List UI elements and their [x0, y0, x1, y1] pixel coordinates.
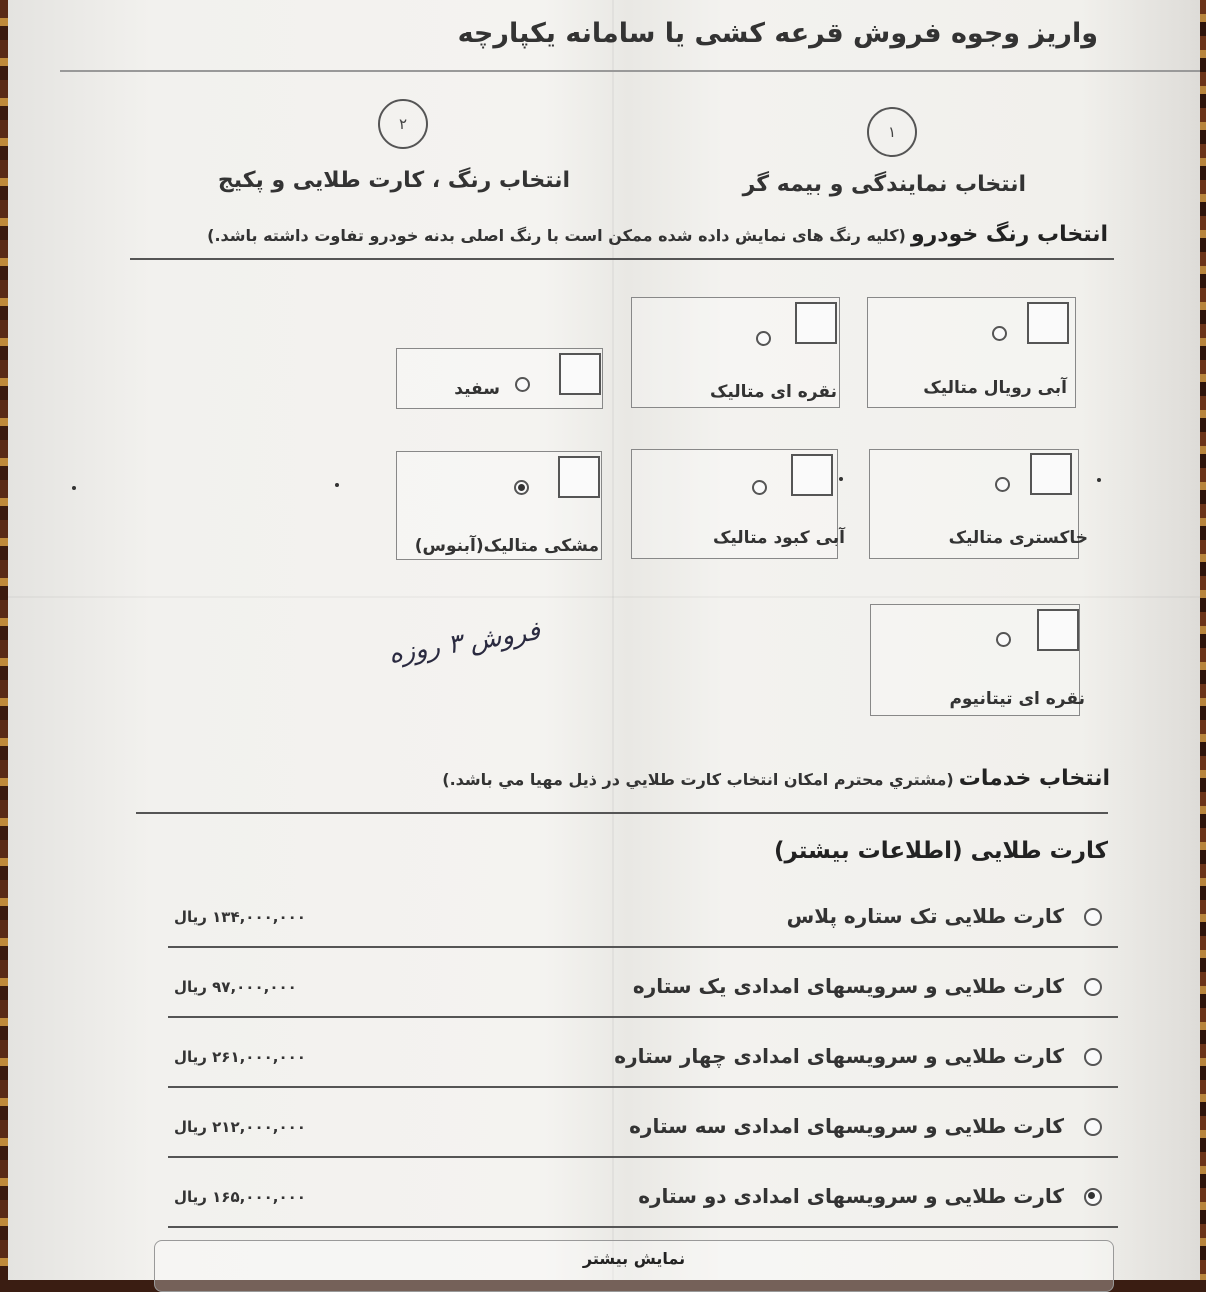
service-radio-selected[interactable]	[1084, 1188, 1102, 1206]
service-option[interactable]	[168, 1036, 1118, 1096]
service-label: کارت طلایی و سرویسهای امدادی سه ستاره	[629, 1114, 1064, 1138]
service-radio[interactable]	[1084, 908, 1102, 926]
service-label: کارت طلایی تک ستاره پلاس	[786, 904, 1064, 928]
step-1-circle: ۱	[867, 107, 917, 157]
row-divider	[168, 946, 1118, 948]
service-option-selected[interactable]	[168, 1176, 1118, 1236]
color-section-divider	[130, 258, 1114, 260]
handwritten-note: فروش ۳ روزه	[386, 616, 543, 670]
color-label: خاکستری متالیک	[948, 528, 1088, 548]
color-section-note: (کلیه رنگ های نمایش داده شده ممکن است با رنگ اصلی بدنه خودرو تفاوت داشته باشد.)	[207, 226, 906, 245]
color-radio[interactable]	[752, 480, 767, 495]
page-title: واریز وجوه فروش قرعه کشی یا سامانه یکپارچه	[457, 18, 1098, 49]
color-swatch	[1027, 302, 1069, 344]
print-speck	[72, 486, 76, 490]
service-option[interactable]	[168, 896, 1118, 956]
color-label: مشکی متالیک(آبنوس)	[414, 536, 599, 556]
color-radio[interactable]	[995, 477, 1010, 492]
color-option-royal-blue[interactable]	[867, 297, 1076, 408]
step-2-label: انتخاب رنگ ، کارت طلایی و پکیج	[217, 168, 570, 193]
services-section-divider	[136, 812, 1108, 814]
row-divider	[168, 1016, 1118, 1018]
color-swatch	[1037, 609, 1079, 651]
service-radio[interactable]	[1084, 1048, 1102, 1066]
color-swatch	[559, 353, 601, 395]
service-price: ۲۱۲,۰۰۰,۰۰۰ ریال	[174, 1118, 306, 1136]
color-option-gray[interactable]	[869, 449, 1088, 559]
step-1-label: انتخاب نمایندگی و بیمه گر	[742, 172, 1026, 197]
color-option-titanium[interactable]	[870, 604, 1085, 716]
print-speck	[335, 483, 339, 487]
row-divider	[168, 1226, 1118, 1228]
service-label: کارت طلایی و سرویسهای امدادی چهار ستاره	[614, 1044, 1064, 1068]
service-radio[interactable]	[1084, 978, 1102, 996]
services-section-title: انتخاب خدمات	[958, 766, 1110, 791]
color-label: نقره ای تیتانیوم	[949, 689, 1085, 709]
color-label: آبی رویال متالیک	[923, 378, 1067, 398]
service-price: ۱۶۵,۰۰۰,۰۰۰ ریال	[174, 1188, 306, 1206]
color-swatch	[558, 456, 600, 498]
color-radio[interactable]	[756, 331, 771, 346]
print-speck	[1097, 478, 1101, 482]
show-more-button[interactable]	[154, 1240, 1114, 1292]
color-option-dark-blue[interactable]	[631, 449, 845, 559]
color-swatch	[791, 454, 833, 496]
service-price: ۱۳۴,۰۰۰,۰۰۰ ریال	[174, 908, 306, 926]
services-section-header	[442, 766, 1110, 791]
color-radio[interactable]	[992, 326, 1007, 341]
row-divider	[168, 1156, 1118, 1158]
color-swatch	[1030, 453, 1072, 495]
services-section-note: (مشتري محترم امكان انتخاب كارت طلايي در ذيل مهيا مي باشد.)	[442, 770, 954, 789]
color-swatch	[795, 302, 837, 344]
color-section-title: انتخاب رنگ خودرو	[910, 222, 1108, 247]
service-price: ۲۶۱,۰۰۰,۰۰۰ ریال	[174, 1048, 306, 1066]
color-option-white[interactable]	[396, 348, 603, 409]
service-label: کارت طلایی و سرویسهای امدادی دو ستاره	[638, 1184, 1064, 1208]
printed-form	[8, 0, 1200, 1280]
service-option[interactable]	[168, 966, 1118, 1026]
service-price: ۹۷,۰۰۰,۰۰۰ ریال	[174, 978, 297, 996]
service-radio[interactable]	[1084, 1118, 1102, 1136]
color-radio-selected[interactable]	[514, 480, 529, 495]
color-label: نقره ای متالیک	[709, 382, 837, 402]
service-label: کارت طلایی و سرویسهای امدادی یک ستاره	[632, 974, 1064, 998]
color-label: آبی کبود متالیک	[712, 528, 845, 548]
show-more-label: نمایش بیشتر	[582, 1249, 686, 1268]
color-option-black[interactable]	[396, 451, 602, 560]
print-speck	[839, 477, 843, 481]
service-option[interactable]	[168, 1106, 1118, 1166]
row-divider	[168, 1086, 1118, 1088]
color-label: سفید	[454, 379, 500, 399]
color-option-silver[interactable]	[631, 297, 840, 408]
color-radio[interactable]	[515, 377, 530, 392]
gold-card-heading[interactable]: کارت طلایی (اطلاعات بیشتر)	[773, 838, 1108, 864]
step-2-circle: ۲	[378, 99, 428, 149]
paper-fold-horizontal	[8, 596, 1200, 598]
color-section-header	[207, 222, 1108, 247]
title-divider	[60, 70, 1200, 72]
color-radio[interactable]	[996, 632, 1011, 647]
